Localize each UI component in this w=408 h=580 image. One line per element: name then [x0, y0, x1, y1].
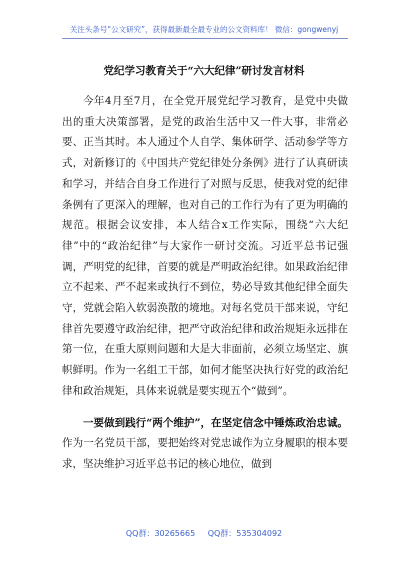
footer-contact	[0, 528, 408, 539]
document-body	[62, 91, 348, 475]
header-divider	[62, 38, 348, 39]
footer-qq-group-1: QQ群：30265665	[125, 529, 196, 538]
paragraph-section-one	[62, 413, 348, 475]
section-one-heading: 一要做到践行“两个维护”，在坚定信念中锤炼政治忠诚。	[83, 416, 348, 429]
section-one-text: 作为一名党员干部，要把始终对党忠诚作为立身履职的根本要求，坚决维护习近平总书记的核心地位，做到	[62, 437, 348, 470]
footer-qq-group-2: QQ群：535304092	[207, 529, 283, 538]
document-title: 党纪学习教育关于“六大纪律”研讨发言材料	[103, 65, 305, 77]
paragraph-intro: 今年4月至7月，在全党开展党纪学习教育，是党中央做出的重大决策部署，是党的政治生活中又一件大事，非常必要、正当其时。本人通过个人自学、集体研学、活动参学等方式，对新修订的《中国共产党纪律处分条例》进行了认真研读和学习，并结合自身工作进行了对照与反思，使我对党的纪律条例有了更深入的理解，也对自己的工作行为有了更为明确的规范。根据会议安排，本人结合x工作实际，围绕“六大纪律”中的“政治纪律”与大家作一研讨交流。习近平总书记强调，严明党的纪律，首要的就是严明政治纪律。如果政治纪律立不起来、严不起来或执行不到位，势必导致其他纪律全面失守，党就会陷入软弱涣散的境地。对每名党员干部来说，守纪律首先要遵守政治纪律，把严守政治纪律和政治规矩永远排在第一位，在重大原则问题和大是大非面前，必须立场坚定、旗帜鲜明。作为一名组工干部，如何才能坚决执行好党的政治纪律和政治规矩，具体来说就是要实现五个“做到”。	[62, 95, 348, 397]
header-notice: 关注头条号“公文研究”，获得最新最全最专业的公文资料库！ 微信：gongwenyj	[69, 25, 339, 34]
